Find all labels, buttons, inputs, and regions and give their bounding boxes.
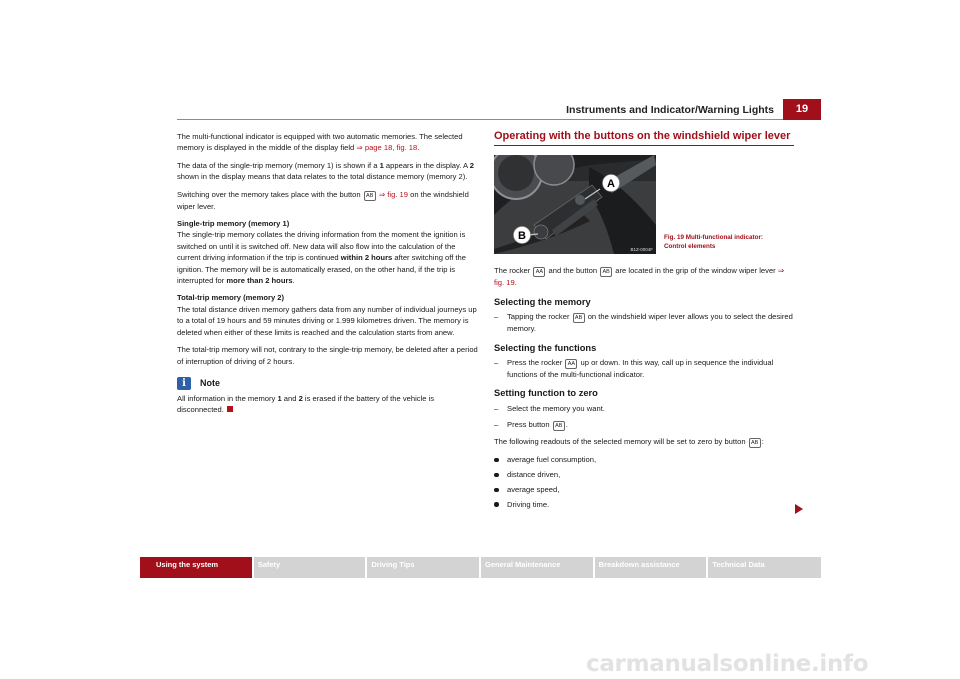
bullet-icon (494, 502, 499, 507)
memory-display-paragraph: The data of the single-trip memory (memory 1) is shown if a 1 appears in the display. A 2 shown in the display means that data relates to the total distance memory (memory 2). (177, 160, 475, 182)
figure-code: B1Z-0004F (630, 247, 653, 253)
bullet-icon (494, 473, 499, 478)
selecting-memory-step: – Tapping the rocker AB on the windshield wiper lever allows you to select the desired memory. (494, 312, 793, 334)
chapter-title: Instruments and Indicator/Warning Lights (566, 104, 774, 116)
single-trip-heading: Single-trip memory (memory 1) (177, 219, 290, 229)
controls-intro-paragraph: The rocker AA and the button AB are located in the grip of the window wiper lever ⇒ fig. 19. (494, 266, 785, 288)
list-item: average fuel consumption, (494, 454, 794, 465)
header-divider (177, 119, 783, 120)
section-end-icon (227, 406, 233, 412)
figure-link[interactable]: ⇒ fig. 19 (494, 266, 785, 288)
note-paragraph: All information in the memory 1 and 2 is erased if the battery of the vehicle is disconnected. (177, 393, 435, 415)
button-b-key-icon: AB (600, 267, 612, 277)
page-number: 19 (783, 99, 821, 120)
button-b-key-icon: AB (749, 438, 761, 448)
tab-general-maintenance[interactable]: General Maintenance (481, 557, 593, 578)
button-b-key-icon: AB (553, 421, 565, 431)
button-b-key-icon: AB (364, 191, 376, 201)
total-trip-paragraph-1: The total distance driven memory gathers data from any number of individual journeys up to a total of 19 hours and 59 minutes driving or 1.999 kilometres driven. The memory is deleted when either of these limits is reached and the calculation starts from anew. (177, 304, 477, 337)
right-column (494, 131, 794, 514)
page-link[interactable]: ⇒ page 18, fig. 18 (356, 143, 418, 153)
switch-memory-paragraph: Switching over the memory takes place with the button AB ⇒ fig. 19 on the windshield wiper lever. (177, 189, 469, 211)
note-header (177, 377, 479, 390)
tab-safety[interactable]: Safety (254, 557, 366, 578)
bullet-icon (494, 488, 499, 493)
tab-technical-data[interactable]: Technical Data (708, 557, 821, 578)
selecting-memory-heading: Selecting the memory (494, 296, 591, 307)
list-item: distance driven, (494, 469, 794, 480)
figure-link[interactable]: ⇒ fig. 19 (376, 189, 408, 199)
rocker-a-key-icon: AA (565, 359, 577, 369)
figure-19 (494, 155, 794, 254)
wiper-lever-photo (494, 155, 656, 254)
selecting-functions-heading: Selecting the functions (494, 342, 597, 353)
callout-a: A (607, 178, 615, 191)
selecting-functions-step: – Press the rocker AA up or down. In this way, call up in sequence the individual functions of the multi-functional indicator. (494, 358, 774, 380)
setting-zero-step-2: – Press button AB . (494, 420, 568, 430)
section-title-divider (494, 145, 794, 146)
intro-paragraph: The multi-functional indicator is equipped with two automatic memories. The selected memory is displayed in the middle of the display field ⇒ page 18, fig. 18. (177, 132, 463, 153)
watermark: carmanualsonline.info (586, 651, 869, 677)
page-header (0, 99, 960, 121)
bullet-icon (494, 458, 499, 463)
list-item: Driving time. (494, 499, 794, 510)
figure-caption: Fig. 19 Multi-functional indicator: Control elements (664, 234, 763, 250)
note-title: Note (200, 377, 220, 388)
button-b-key-icon: AB (573, 313, 585, 323)
reset-readouts-paragraph: The following readouts of the selected memory will be set to zero by button AB : (494, 437, 764, 447)
setting-zero-heading: Setting function to zero (494, 388, 598, 399)
single-trip-paragraph: The single-trip memory collates the driving information from the moment the ignition is switched on until it is switched off. New data will also flow into the calculation of the current driving information if the trip is continued within 2 hours after switching off the ignition. The memory will be is automatically erased, on the other hand, if the trip is interrupted for more than 2 hours. (177, 230, 466, 286)
total-trip-heading: Total-trip memory (memory 2) (177, 293, 285, 303)
list-item: average speed, (494, 484, 794, 495)
tab-driving-tips[interactable]: Driving Tips (367, 557, 479, 578)
tab-breakdown-assistance[interactable]: Breakdown assistance (595, 557, 707, 578)
rocker-a-key-icon: AA (533, 267, 545, 277)
callout-b: B (518, 230, 526, 243)
chapter-nav (140, 557, 821, 578)
next-page-arrow-icon[interactable] (795, 504, 803, 514)
setting-zero-step-1: – Select the memory you want. (494, 403, 605, 413)
total-trip-paragraph-2: The total-trip memory will not, contrary to the single-trip memory, be deleted after a period of interruption of driving of 2 hours. (177, 345, 478, 366)
info-icon: i (177, 377, 191, 390)
tab-using-the-system[interactable]: Using the system (140, 557, 252, 578)
section-title: Operating with the buttons on the windshield wiper lever (494, 130, 791, 142)
left-column (177, 131, 479, 422)
